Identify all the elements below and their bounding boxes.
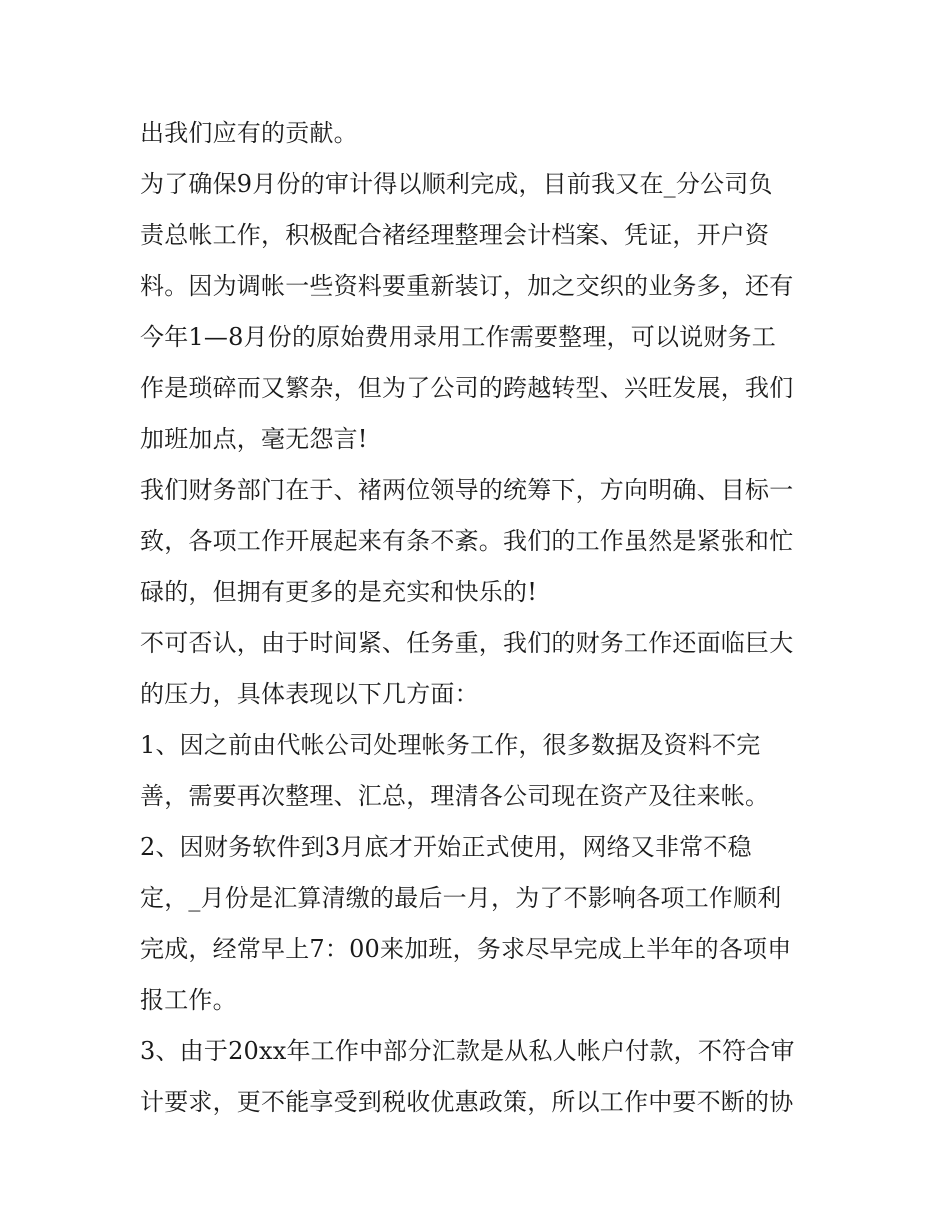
text-line: 料。因为调帐一些资料要重新装订，加之交织的业务多，还有 (140, 272, 794, 300)
text-line: 1、因之前由代帐公司处理帐务工作，很多数据及资料不完 (140, 731, 761, 759)
text-line: 我们财务部门在于、褚两位领导的统筹下，方向明确、目标一 (140, 476, 794, 504)
text-line: 计要求，更不能享受到税收优惠政策，所以工作中要不断的协 (140, 1088, 794, 1116)
text-line: 定，_月份是汇算清缴的最后一月，为了不影响各项工作顺利 (140, 884, 782, 912)
text-line: 碌的，但拥有更多的是充实和快乐的! (140, 578, 538, 606)
text-line: 不可否认，由于时间紧、任务重，我们的财务工作还面临巨大 (140, 629, 794, 657)
text-line: 报工作。 (140, 986, 237, 1014)
text-line: 加班加点，毫无怨言! (140, 425, 368, 453)
document-body (140, 108, 830, 1128)
text-line: 为了确保9月份的审计得以顺利完成，目前我又在_分公司负 (140, 170, 773, 198)
text-line: 今年1—8月份的原始费用录用工作需要整理，可以说财务工 (140, 323, 776, 351)
text-line: 出我们应有的贡献。 (140, 119, 358, 147)
text-line: 作是琐碎而又繁杂，但为了公司的跨越转型、兴旺发展，我们 (140, 374, 794, 402)
text-line: 3、由于20xx年工作中部分汇款是从私人帐户付款，不符合审 (140, 1037, 795, 1065)
text-line: 完成，经常早上7：00来加班，务求尽早完成上半年的各项申 (140, 935, 792, 963)
text-line: 责总帐工作，积极配合褚经理整理会计档案、凭证，开户资 (140, 221, 770, 249)
text-line: 2、因财务软件到3月底才开始正式使用，网络又非常不稳 (140, 833, 752, 861)
text-line: 致，各项工作开展起来有条不紊。我们的工作虽然是紧张和忙 (140, 527, 794, 555)
text-line: 的压力，具体表现以下几方面： (140, 680, 479, 708)
text-line: 善，需要再次整理、汇总，理清各公司现在资产及往来帐。 (140, 782, 770, 810)
